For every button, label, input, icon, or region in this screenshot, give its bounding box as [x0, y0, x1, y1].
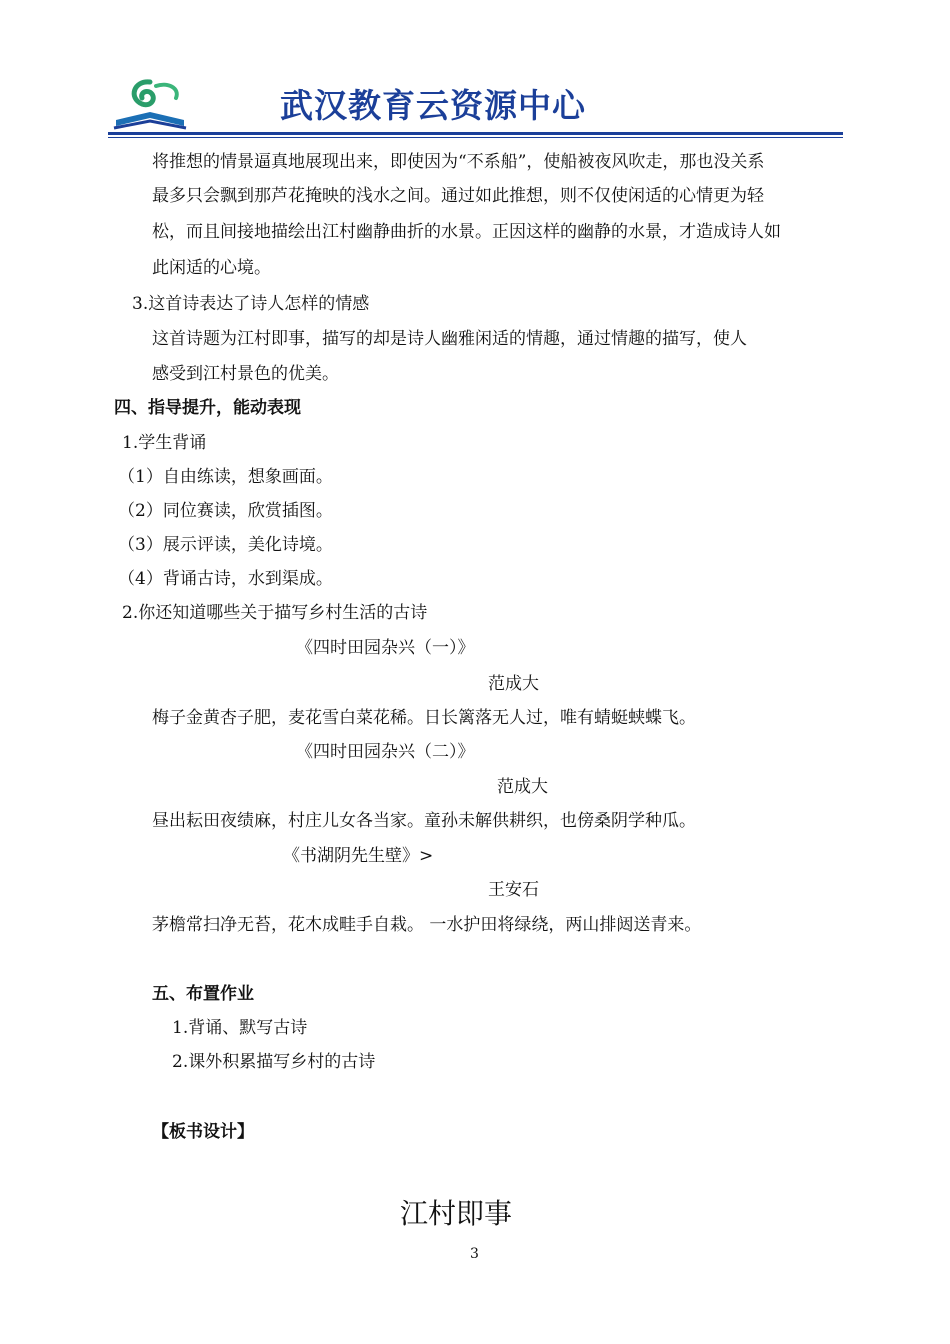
list-item: 1.背诵、默写古诗: [172, 1018, 308, 1038]
board-design-heading: 【板书设计】: [152, 1122, 254, 1142]
poem-title: 《书湖阴先生壁》>: [283, 846, 434, 866]
paragraph-line: 松，而且间接地描绘出江村幽静曲折的水景。正因这样的幽静的水景，才造成诗人如: [152, 222, 781, 242]
header-rule: [108, 132, 843, 135]
list-item: 2.你还知道哪些关于描写乡村生活的古诗: [122, 603, 428, 623]
poem-title: 《四时田园杂兴（二）》: [296, 742, 475, 762]
section-heading-4: 四、指导提升，能动表现: [114, 398, 301, 418]
logo-icon: [110, 76, 190, 132]
poem-author: 范成大: [497, 777, 548, 797]
poem-author: 范成大: [488, 674, 539, 694]
header-title: 武汉教育云资源中心: [280, 86, 586, 125]
page-number: 3: [470, 1246, 479, 1262]
answer-3-line: 这首诗题为江村即事，描写的却是诗人幽雅闲适的情趣，通过情趣的描写，使人: [152, 329, 747, 349]
poem-text: 梅子金黄杏子肥，麦花雪白菜花稀。日长篱落无人过，唯有蜻蜓蛱蝶飞。: [152, 708, 696, 728]
poem-title: 《四时田园杂兴（一）》: [296, 638, 475, 658]
answer-3-line: 感受到江村景色的优美。: [152, 364, 339, 384]
list-item: （3）展示评读，美化诗境。: [118, 535, 333, 555]
poem-author: 王安石: [488, 880, 539, 900]
list-item: （2）同位赛读，欣赏插图。: [118, 501, 333, 521]
paragraph-line: 最多只会飘到那芦花掩映的浅水之间。通过如此推想，则不仅使闲适的心情更为轻: [152, 186, 764, 206]
paragraph-line: 将推想的情景逼真地展现出来，即使因为“不系船”，使船被夜风吹走，那也没关系: [152, 152, 765, 172]
list-item: （1）自由练读，想象画面。: [118, 467, 333, 487]
question-3: 3.这首诗表达了诗人怎样的情感: [132, 294, 370, 314]
list-item: （4）背诵古诗，水到渠成。: [118, 569, 333, 589]
list-item: 2.课外积累描写乡村的古诗: [172, 1052, 376, 1072]
list-item: 1.学生背诵: [122, 433, 207, 453]
poem-text: 茅檐常扫净无苔，花木成畦手自栽。 一水护田将绿绕，两山排闼送青来。: [152, 915, 702, 935]
header-rule-thin: [108, 137, 843, 138]
board-title: 江村即事: [400, 1197, 513, 1230]
section-heading-5: 五、布置作业: [152, 984, 254, 1004]
paragraph-line: 此闲适的心境。: [152, 258, 271, 278]
poem-text: 昼出耘田夜绩麻，村庄儿女各当家。童孙未解供耕织，也傍桑阴学种瓜。: [152, 811, 696, 831]
